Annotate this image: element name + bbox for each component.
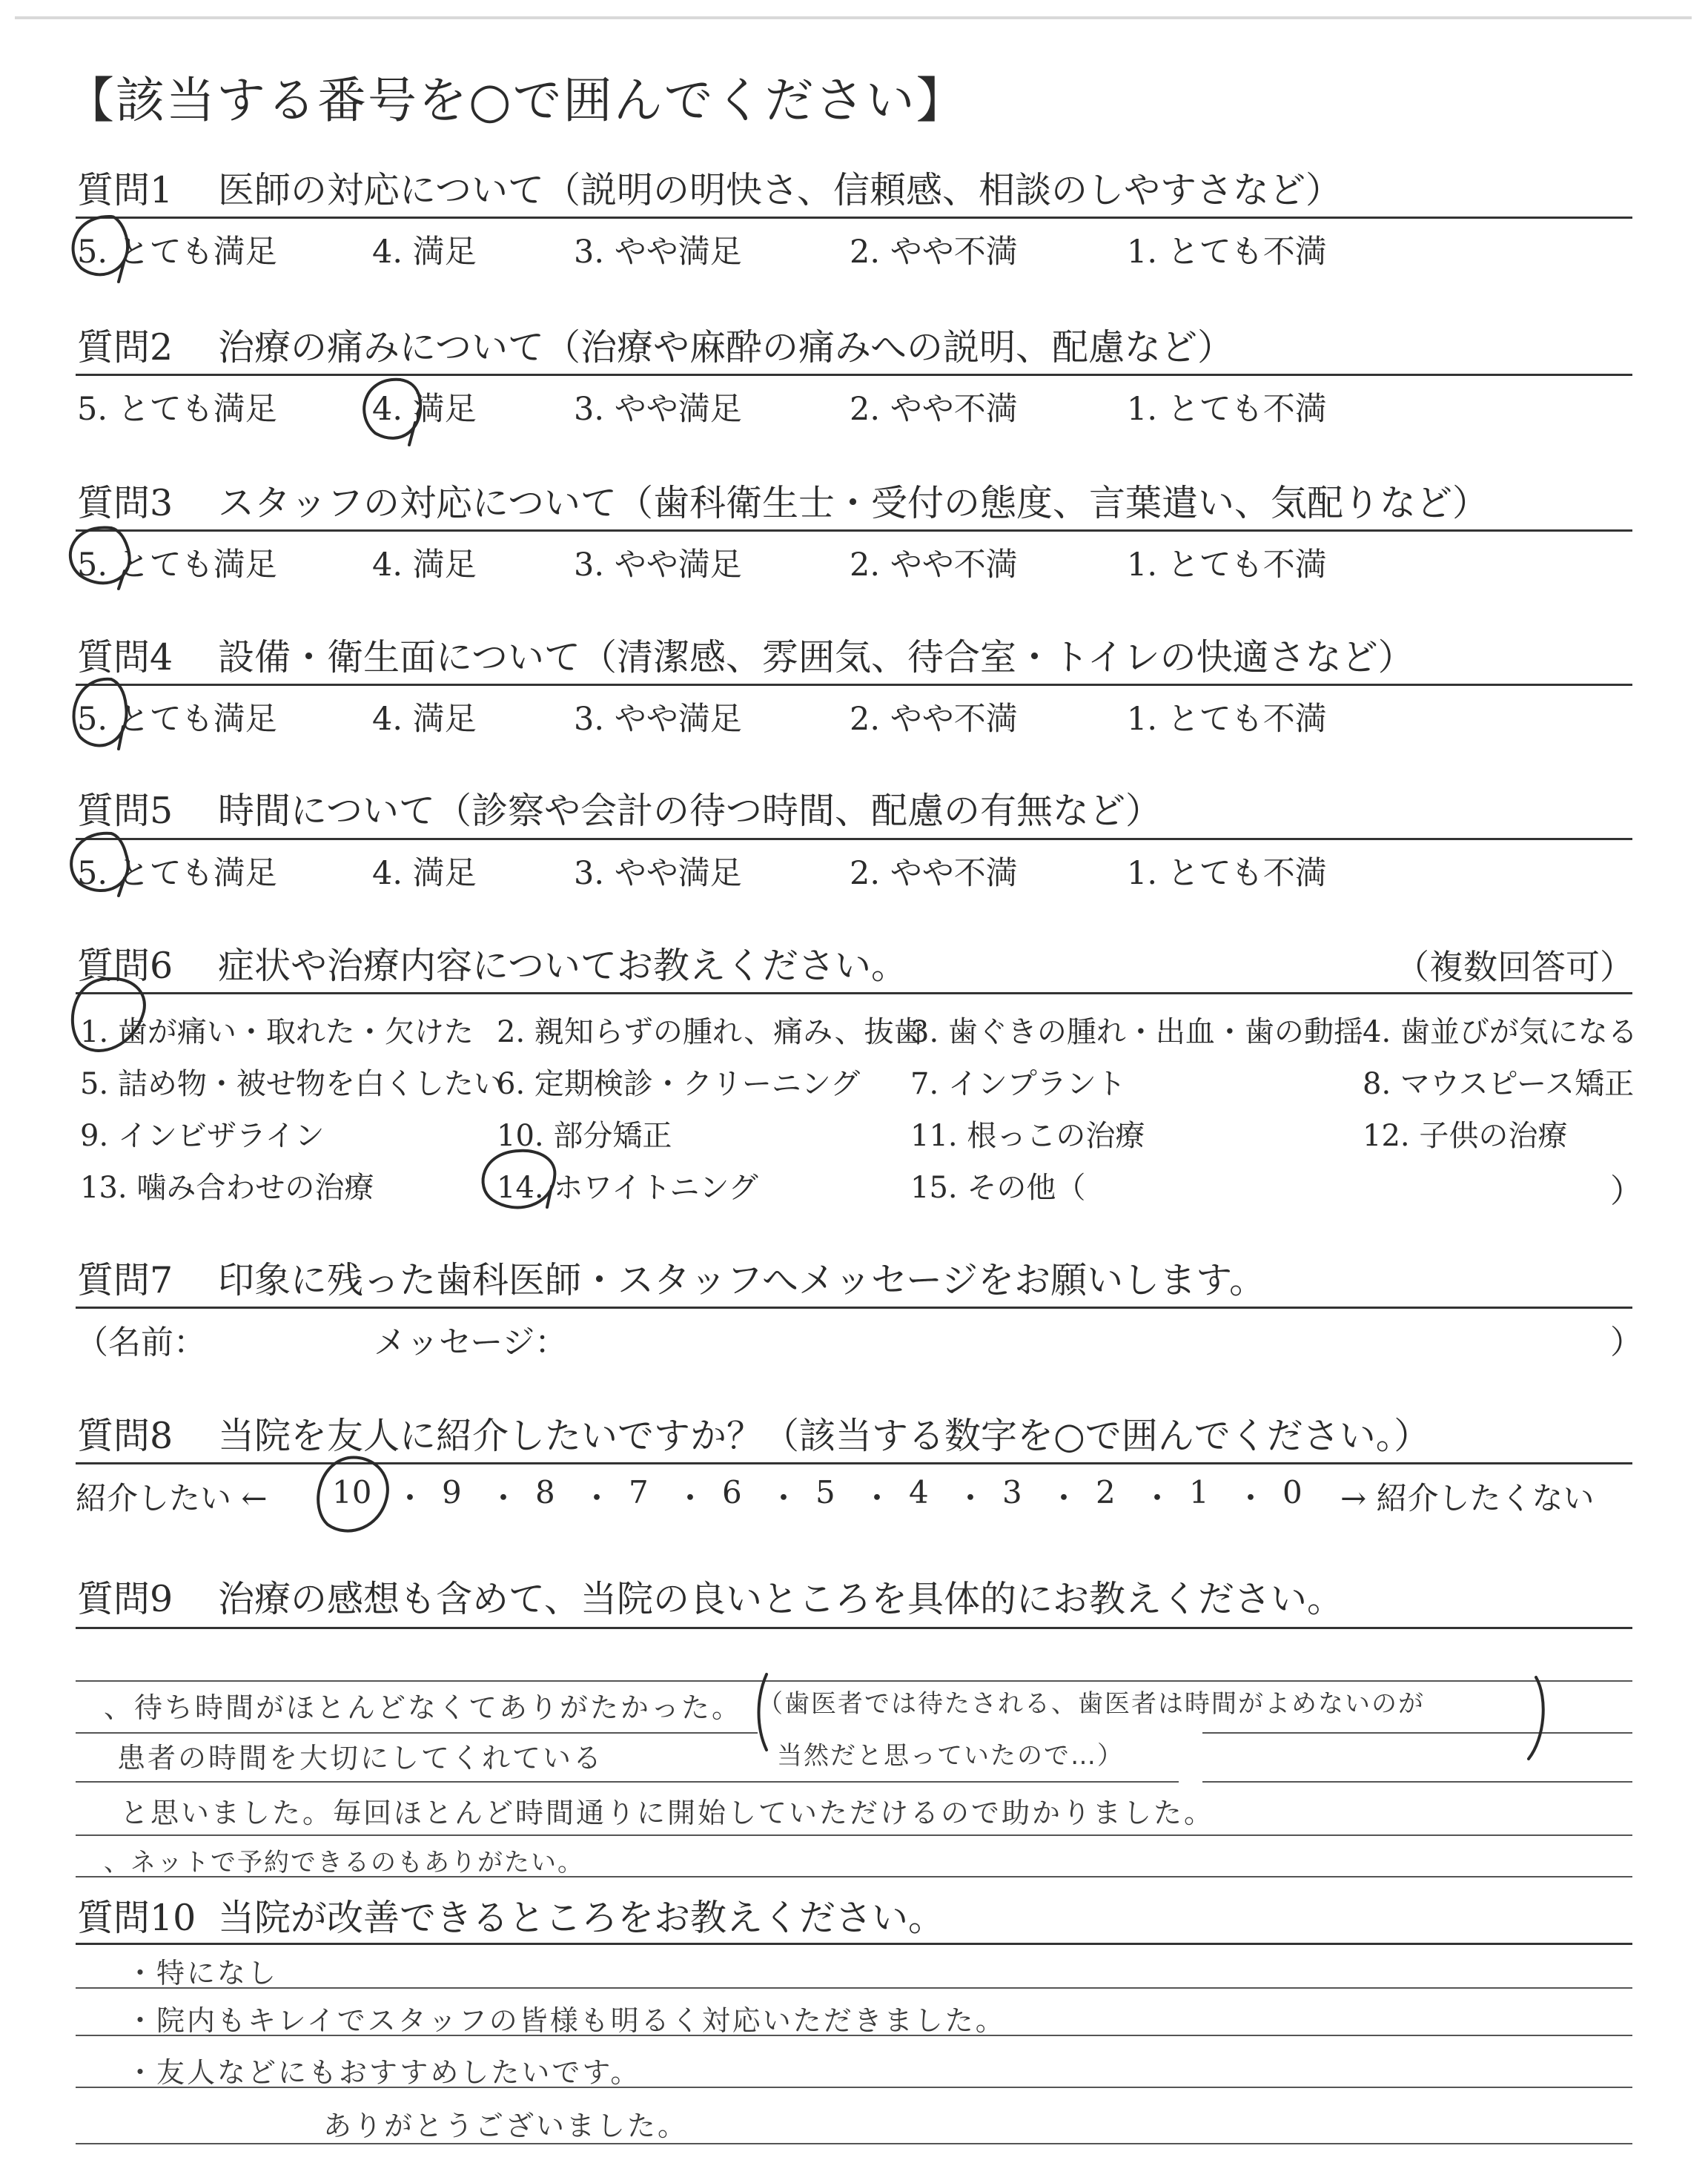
q3-option-2[interactable]: 2. やや不満: [850, 546, 1018, 584]
q3-option-3[interactable]: 3. やや満足: [574, 546, 742, 584]
question-5-title: [77, 782, 1162, 834]
question-1-number: 質問1: [77, 169, 173, 211]
question-2-title: [77, 319, 1234, 371]
q7-close-paren: ）: [1610, 1324, 1643, 1361]
q4-option-1[interactable]: 1. とても不満: [1127, 701, 1327, 738]
scale-left-label: 紹介したい ←: [76, 1480, 268, 1516]
scale-value-7[interactable]: 7: [629, 1474, 649, 1510]
question-7-title: [77, 1252, 1265, 1304]
question-2-rule: [76, 374, 1632, 376]
q1-option-3[interactable]: 3. やや満足: [574, 234, 742, 271]
handwritten-answer: 、待ち時間がほとんどなくてありがたかった。: [104, 1691, 743, 1724]
question-3-title: [77, 475, 1489, 526]
q6-option-3[interactable]: 3. 歯ぐきの腫れ・出血・歯の動揺: [910, 1015, 1363, 1049]
q4-option-2[interactable]: 2. やや不満: [850, 701, 1018, 738]
q4-option-3[interactable]: 3. やや満足: [574, 701, 742, 738]
question-6-number: 質問6: [77, 945, 173, 987]
question-8-title: [77, 1407, 1430, 1459]
scale-separator: ・: [1142, 1480, 1174, 1516]
question-2-number: 質問2: [77, 326, 173, 369]
question-6-rule: [76, 992, 1632, 994]
answer-line: [76, 1834, 1632, 1836]
answer-line: [76, 1987, 1632, 1989]
question-8-text: 当院を友人に紹介したいですか？（該当する数字を○で囲んでください。）: [218, 1415, 1431, 1457]
scale-value-0[interactable]: 0: [1282, 1474, 1302, 1510]
question-3-text: スタッフの対応について（歯科衛生士・受付の態度、言葉遣い、気配りなど）: [218, 482, 1489, 524]
question-4-title: [77, 629, 1414, 681]
q6-option-11[interactable]: 11. 根っこの治療: [910, 1119, 1145, 1153]
q6-option-8[interactable]: 8. マウスピース矯正: [1363, 1067, 1635, 1101]
scale-separator: ・: [861, 1480, 893, 1516]
page-heading: 【該当する番号を○で囲んでください】: [65, 72, 967, 129]
q2-option-2[interactable]: 2. やや不満: [850, 391, 1018, 428]
scale-value-6[interactable]: 6: [722, 1474, 742, 1510]
q6-option-2[interactable]: 2. 親知らずの腫れ、痛み、抜歯: [497, 1015, 924, 1049]
question-7-number: 質問7: [77, 1259, 173, 1301]
q2-option-3[interactable]: 3. やや満足: [574, 391, 742, 428]
question-10-text: 当院が改善できるところをお教えください。: [218, 1897, 945, 1939]
q7-name-label: （名前：: [76, 1324, 206, 1361]
handwritten-answer: と思いました。毎回ほとんど時間通りに開始していただけるので助かりました。: [120, 1797, 1215, 1829]
q1-option-2[interactable]: 2. やや不満: [850, 234, 1018, 271]
q1-option-4[interactable]: 4. 満足: [372, 234, 477, 271]
question-5-rule: [76, 838, 1632, 840]
handwritten-answer: 患者の時間を大切にしてくれている: [117, 1742, 604, 1774]
question-3-number: 質問3: [77, 482, 173, 524]
scale-separator: ・: [675, 1480, 706, 1516]
q3-option-4[interactable]: 4. 満足: [372, 546, 477, 584]
scale-separator: ・: [581, 1480, 613, 1516]
scale-value-4[interactable]: 4: [909, 1474, 929, 1510]
multiple-answers-note: （複数回答可）: [1395, 947, 1634, 987]
handwritten-answer: ありがとうございました。: [323, 2110, 689, 2142]
bracket-close: [1529, 1677, 1543, 1759]
q6-option-15[interactable]: 15. その他（: [910, 1171, 1086, 1205]
question-4-number: 質問4: [77, 636, 173, 678]
q1-option-5[interactable]: 5. とても満足: [77, 234, 277, 271]
question-9-text: 治療の感想も含めて、当院の良いところを具体的にお教えください。: [218, 1578, 1344, 1620]
q5-option-5[interactable]: 5. とても満足: [77, 855, 277, 892]
q6-option-1[interactable]: 1. 歯が痛い・取れた・欠けた: [80, 1015, 474, 1049]
question-6-title: [77, 937, 907, 989]
q5-option-3[interactable]: 3. やや満足: [574, 855, 742, 892]
q6-option-7[interactable]: 7. インプラント: [910, 1067, 1126, 1101]
answer-line: [1202, 1732, 1632, 1734]
q6-option-14[interactable]: 14. ホワイトニング: [497, 1171, 758, 1205]
q6-option-6[interactable]: 6. 定期検診・クリーニング: [497, 1067, 861, 1101]
question-6-text: 症状や治療内容についてお教えください。: [218, 945, 908, 987]
question-9-title: [77, 1571, 1343, 1622]
scale-right-label: → 紹介したくない: [1340, 1480, 1595, 1516]
question-2-text: 治療の痛みについて（治療や麻酔の痛みへの説明、配慮など）: [218, 326, 1234, 369]
question-10-title: [77, 1889, 944, 1941]
answer-line: [76, 1781, 1179, 1783]
scale-value-10[interactable]: 10: [332, 1474, 372, 1510]
handwritten-answer: 当然だと思っていたので…）: [777, 1741, 1124, 1771]
q6-option-13[interactable]: 13. 噛み合わせの治療: [80, 1171, 374, 1205]
answer-line: [1202, 1781, 1632, 1783]
q5-option-4[interactable]: 4. 満足: [372, 855, 477, 892]
scale-separator: ・: [488, 1480, 520, 1516]
q6-option-9[interactable]: 9. インビザライン: [80, 1119, 325, 1153]
q3-option-5[interactable]: 5. とても満足: [77, 546, 277, 584]
question-4-rule: [76, 684, 1632, 686]
scale-separator: ・: [768, 1480, 800, 1516]
handwritten-answer: ・院内もキレイでスタッフの皆様も明るく対応いただきました。: [126, 2004, 1006, 2037]
handwritten-answer: （歯医者では待たされる、歯医者は時間がよめないのが: [758, 1689, 1425, 1719]
q2-option-5[interactable]: 5. とても満足: [77, 391, 277, 428]
q1-option-1[interactable]: 1. とても不満: [1127, 234, 1327, 271]
scale-value-2[interactable]: 2: [1096, 1474, 1116, 1510]
question-1-text: 医師の対応について（説明の明快さ、信頼感、相談のしやすさなど）: [218, 169, 1343, 211]
answer-line: [76, 1732, 758, 1734]
scale-value-8[interactable]: 8: [535, 1474, 555, 1510]
scale-separator: ・: [1235, 1480, 1267, 1516]
answer-line: [76, 1680, 1632, 1682]
q4-option-5[interactable]: 5. とても満足: [77, 701, 277, 738]
question-8-rule: [76, 1462, 1632, 1464]
question-7-rule: [76, 1307, 1632, 1309]
question-5-text: 時間について（診察や会計の待つ時間、配慮の有無など）: [218, 790, 1162, 832]
question-9-rule: [76, 1627, 1632, 1629]
question-9-number: 質問9: [77, 1578, 173, 1620]
top-border: [15, 16, 1692, 19]
question-10-number: 質問10: [77, 1897, 196, 1939]
question-5-number: 質問5: [77, 790, 173, 832]
question-3-rule: [76, 529, 1632, 532]
scale-separator: ・: [955, 1480, 987, 1516]
question-1-title: [77, 162, 1342, 214]
q6-option-5[interactable]: 5. 詰め物・被せ物を白くしたい: [80, 1067, 503, 1101]
q4-option-4[interactable]: 4. 満足: [372, 701, 477, 738]
scale-separator: ・: [394, 1480, 426, 1516]
q7-message-label: メッセージ：: [374, 1324, 568, 1361]
answer-line: [76, 2143, 1632, 2144]
scale-value-1[interactable]: 1: [1189, 1474, 1209, 1510]
question-8-number: 質問8: [77, 1415, 173, 1457]
handwritten-answer: ・友人などにもおすすめしたいです。: [126, 2056, 641, 2089]
question-1-rule: [76, 217, 1632, 219]
scale-value-3[interactable]: 3: [1002, 1474, 1022, 1510]
question-7-text: 印象に残った歯科医師・スタッフへメッセージをお願いします。: [218, 1259, 1266, 1301]
scale-separator: ・: [1048, 1480, 1080, 1516]
question-10-rule: [76, 1943, 1632, 1945]
scale-value-9[interactable]: 9: [442, 1474, 462, 1510]
q3-option-1[interactable]: 1. とても不満: [1127, 546, 1327, 584]
q2-option-1[interactable]: 1. とても不満: [1127, 391, 1327, 428]
q5-option-2[interactable]: 2. やや不満: [850, 855, 1018, 892]
scale-value-5[interactable]: 5: [815, 1474, 835, 1510]
q2-option-4[interactable]: 4. 満足: [372, 391, 477, 428]
q6-option-12[interactable]: 12. 子供の治療: [1363, 1119, 1568, 1153]
handwritten-answer: 、ネットで予約できるのもありがたい。: [104, 1848, 584, 1877]
handwritten-answer: ・特になし: [126, 1957, 279, 1989]
q6-option-4[interactable]: 4. 歯並びが気になる: [1363, 1015, 1638, 1049]
question-4-text: 設備・衛生面について（清潔感、雰囲気、待合室・トイレの快適さなど）: [218, 636, 1414, 678]
q5-option-1[interactable]: 1. とても不満: [1127, 855, 1327, 892]
q6-option-10[interactable]: 10. 部分矯正: [497, 1119, 672, 1153]
q6-other-close-paren: ）: [1610, 1172, 1643, 1210]
